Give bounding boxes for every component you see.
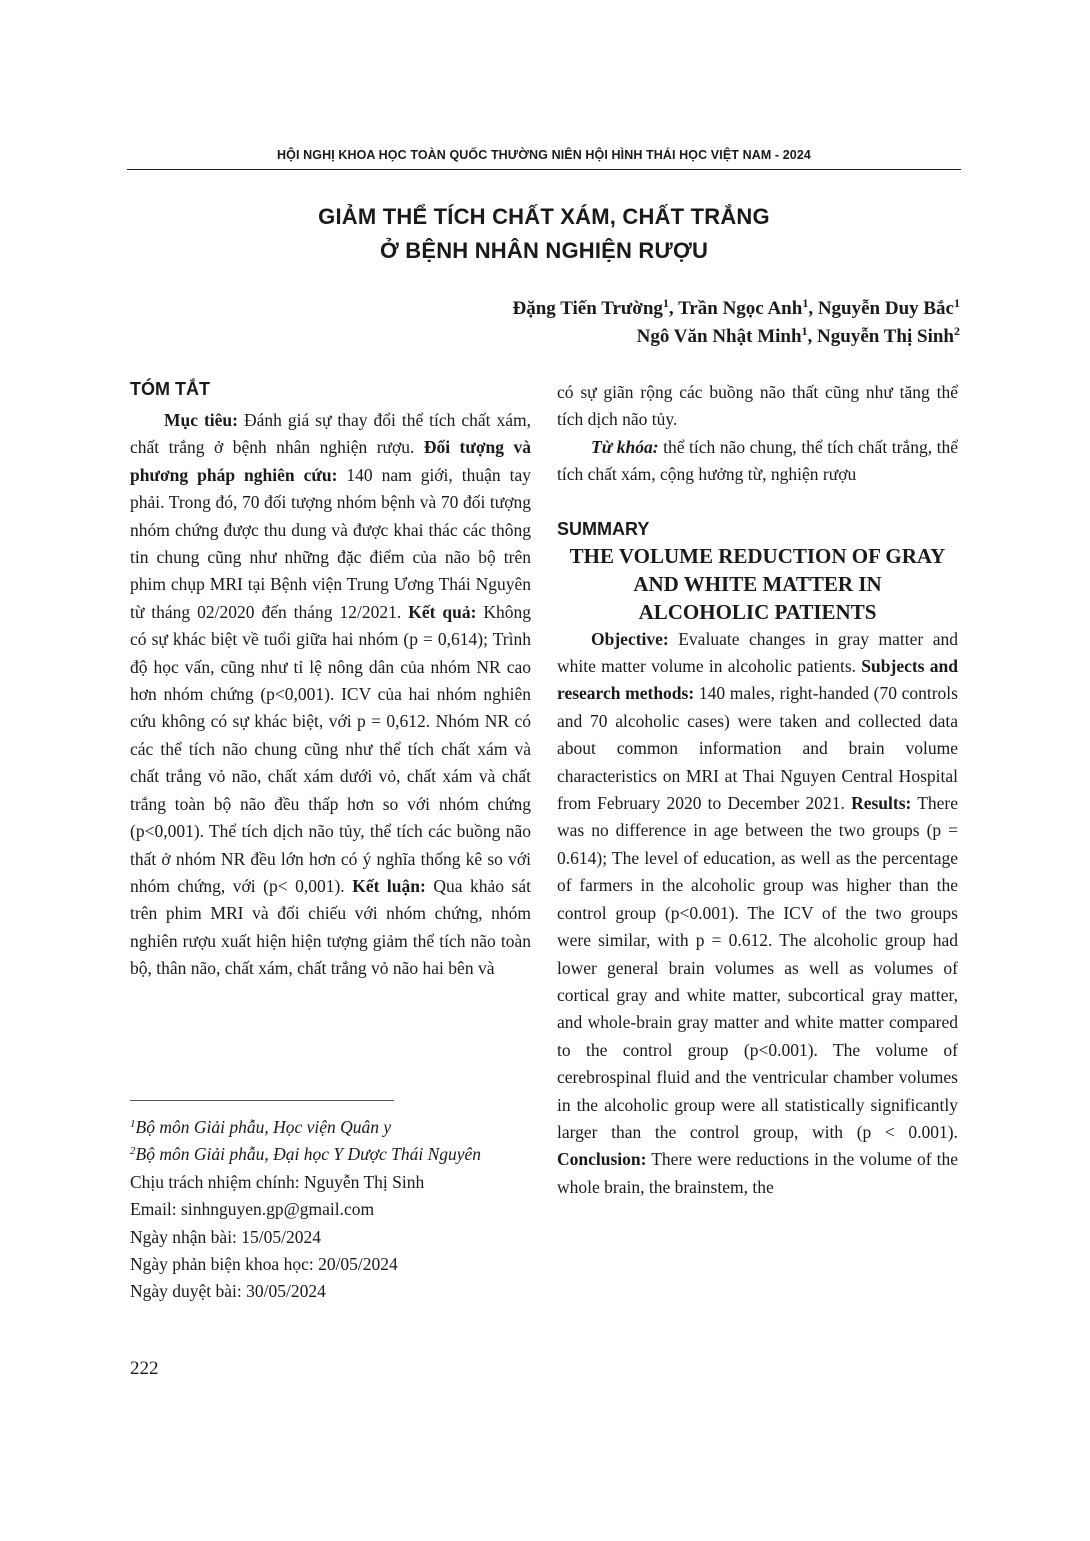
author-list — [513, 295, 961, 351]
label-subjects: Subjects and research methods: — [557, 656, 958, 704]
author-affiliation-mark: 1 — [954, 296, 960, 310]
page-number: 222 — [130, 1358, 159, 1379]
vi-abstract-heading: TÓM TẮT — [130, 379, 210, 399]
accepted-date: Ngày duyệt bài: 30/05/2024 — [130, 1281, 326, 1302]
author-affiliation-mark: 1 — [662, 296, 669, 310]
received-date: Ngày nhận bài: 15/05/2024 — [130, 1226, 322, 1247]
en-title-line-3: ALCOHOLIC PATIENTS — [638, 599, 877, 624]
article-title-line-1: GIẢM THỂ TÍCH CHẤT XÁM, CHẤT TRẮNG — [318, 204, 770, 229]
text-conclusion: There were reductions in the volume of the whole brain, the brainstem, the — [557, 1149, 958, 1197]
author-name: Đặng Tiến Trường — [512, 298, 663, 319]
review-date: Ngày phản biện khoa học: 20/05/2024 — [130, 1254, 398, 1275]
affiliation-2-text: Bộ môn Giải phẫu, Đại học Y Dược Thái Nguyên — [135, 1144, 482, 1165]
author-affiliation-mark: 1 — [801, 324, 808, 338]
email-line: Email: sinhnguyen.gp@gmail.com — [130, 1199, 375, 1220]
keywords-label: Từ khóa: — [591, 436, 659, 457]
text-results: There was no difference in age between the two groups (p = 0.614); The level of education, as well as the percentage of farmers in the alcoholic group was higher than the control group (p<0.001). The ICV of the two groups were similar, with p = 0.612. The alcoholic group had lower general brain volumes as well as volumes of cortical gray and white matter, subcortical gray matter, and whole-brain gray matter and white matter compared to the control group (p<0.001). The volume of cerebrospinal fluid and the ventricular chamber volumes in the alcoholic group were all statistically significantly larger than the control group, with (p < 0.001). — [557, 793, 958, 1142]
keywords-text: thể tích não chung, thể tích chất trắng, thể tích chất xám, cộng hưởng từ, nghiện rượu — [557, 436, 958, 485]
en-summary-heading: SUMMARY — [557, 518, 650, 539]
text-ket-qua: Không có sự khác biệt về tuổi giữa hai nhóm (p = 0,614); Trình độ học vấn, cũng như tỉ lệ nông dân của nhóm NR cao hơn nhóm chứng (p<0,001). ICV của hai nhóm nghiên cứu không có sự khác biệt, với p = 0,612. Nhóm NR có các thể tích não chung cũng như thể tích chất xám và chất trắng vỏ não, chất xám dưới vỏ, chất xám và chất trắng toàn bộ não đều thấp hơn so với nhóm chứng (p<0,001). Thể tích dịch não tủy, thể tích các buồng não thất ở nhóm NR đều lớn hơn có ý nghĩa thống kê so với nhóm chứng, với (p< 0,001). — [130, 601, 531, 896]
text-doi-tuong: 140 nam giới, thuận tay phải. Trong đó, 70 đối tượng nhóm bệnh và 70 đối tượng nhóm chứng được thu dung và được khai thác các thông tin chung cũng như những đặc điểm của não bộ trên phim chụp MRI tại Bệnh viện Trung Ương Thái Nguyên từ tháng 02/2020 đến tháng 12/2021. — [130, 464, 531, 622]
text-muc-tieu: Đánh giá sự thay đổi thể tích chất xám, chất trắng ở bệnh nhân nghiện rượu. — [130, 410, 531, 458]
author-name: Nguyễn Duy Bắc — [817, 298, 954, 319]
footnotes — [130, 1114, 531, 1306]
label-muc-tieu: Mục tiêu: — [164, 410, 238, 430]
left-column — [130, 376, 531, 983]
label-results: Results: — [851, 793, 912, 814]
author-separator: , — [808, 298, 818, 319]
vi-abstract-continuation: có sự giãn rộng các buồng não thất cũng như tăng thể tích dịch não tủy. — [557, 382, 958, 430]
label-ket-qua: Kết quả: — [408, 601, 477, 622]
label-doi-tuong: Đối tượng và phương pháp nghiên cứu: — [130, 437, 531, 485]
author-line-2 — [513, 323, 961, 351]
en-title — [557, 542, 958, 626]
affiliation-2 — [130, 1141, 531, 1168]
text-ket-luan-part-1: Qua khảo sát trên phim MRI và đối chiếu với nhóm chứng, nhóm nghiên rượu xuất hiện hiện tượng giảm thể tích não toàn bộ, thân não, chất xám, chất trắng vỏ não hai bên và — [130, 875, 531, 979]
affiliation-1-text: Bộ môn Giải phẫu, Học viện Quân y — [135, 1117, 392, 1137]
author-line-1 — [513, 295, 961, 323]
author-name: Nguyễn Thị Sinh — [817, 326, 954, 347]
author-name: Ngô Văn Nhật Minh — [636, 326, 802, 347]
label-objective: Objective: — [591, 628, 669, 649]
author-affiliation-mark: 2 — [954, 324, 960, 338]
author-affiliation-mark: 1 — [802, 296, 809, 310]
text-objective: Evaluate changes in gray matter and white matter volume in alcoholic patients. — [557, 628, 958, 677]
footnote-rule — [130, 1100, 394, 1101]
en-title-line-1: THE VOLUME REDUCTION OF GRAY — [569, 543, 946, 568]
en-abstract-paragraph — [557, 626, 958, 1202]
running-header: HỘI NGHỊ KHOA HỌC TOÀN QUỐC THƯỜNG NIÊN HỘI HÌNH THÁI HỌC VIỆT NAM - 2024 — [277, 148, 811, 162]
label-ket-luan: Kết luận: — [352, 875, 426, 896]
label-conclusion: Conclusion: — [557, 1149, 647, 1170]
author-separator: , — [807, 326, 818, 347]
vi-abstract-paragraph — [130, 407, 531, 983]
right-column — [557, 379, 958, 1201]
text-subjects: 140 males, right-handed (70 controls and 70 alcoholic cases) were taken and collected data about common information and brain volume characteristics on MRI at Thai Nguyen Central Hospital from February 2020 to December 2021. — [557, 683, 958, 814]
affiliation-1 — [130, 1114, 531, 1141]
keywords-paragraph — [557, 434, 958, 489]
corresponding-author: Chịu trách nhiệm chính: Nguyễn Thị Sinh — [130, 1171, 425, 1192]
section-spacer — [557, 489, 958, 516]
author-separator: , — [668, 298, 679, 319]
affiliation-2-number: 2 — [130, 1145, 136, 1158]
header-rule — [127, 169, 961, 170]
article-title — [127, 200, 961, 268]
affiliation-1-number: 1 — [130, 1118, 136, 1130]
author-name: Trần Ngọc Anh — [678, 298, 803, 319]
article-title-line-2: Ở BỆNH NHÂN NGHIỆN RƯỢU — [379, 238, 709, 263]
en-title-line-2: AND WHITE MATTER IN — [633, 571, 882, 596]
